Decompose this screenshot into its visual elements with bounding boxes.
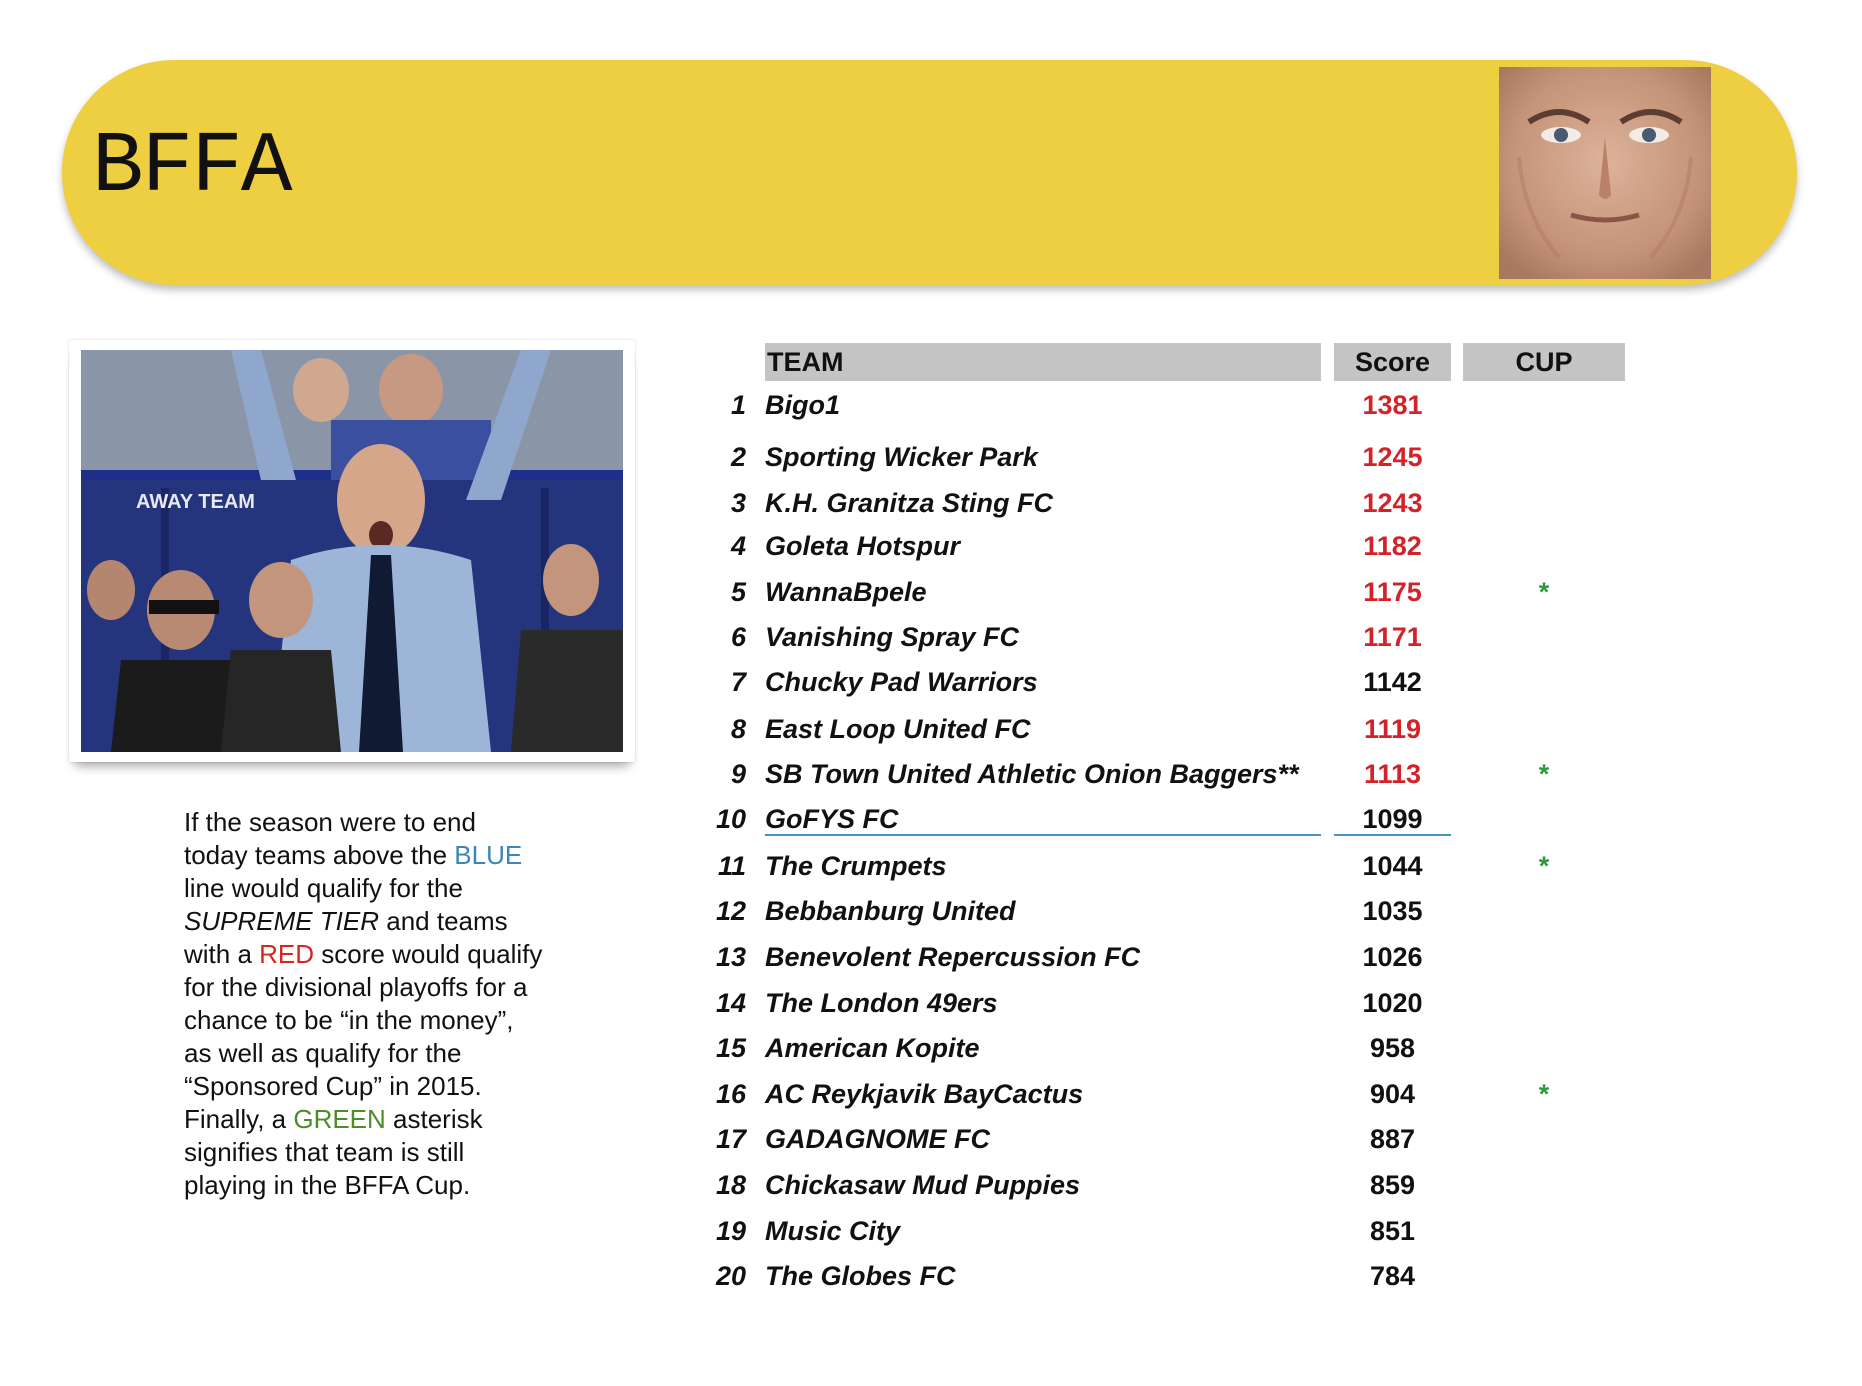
row-cup-asterisk: *: [1538, 851, 1550, 881]
table-row: [700, 483, 1660, 523]
row-rank: 3: [730, 488, 746, 518]
row-rank: 13: [715, 942, 746, 972]
caption-text: asterisk signifies that team is still playing in the BFFA Cup.: [184, 1104, 483, 1200]
row-score: 1245: [1362, 442, 1423, 472]
row-score: 1119: [1363, 714, 1422, 744]
row-rank: 1: [730, 390, 746, 420]
row-team-name: East Loop United FC: [765, 714, 1031, 744]
row-rank: 2: [730, 442, 746, 472]
column-header-team: [765, 343, 1321, 381]
row-score: 1099: [1362, 804, 1423, 834]
row-score: 784: [1369, 1261, 1416, 1291]
manager-portrait-image: [1499, 67, 1711, 279]
row-team-name: Chucky Pad Warriors: [765, 667, 1038, 697]
row-team-name: GADAGNOME FC: [765, 1124, 990, 1154]
table-row: [700, 709, 1660, 749]
caption-red-word: RED: [259, 939, 315, 969]
table-row: [700, 799, 1660, 839]
table-row: [700, 937, 1660, 977]
row-team-name: SB Town United Athletic Onion Baggers**: [765, 759, 1299, 789]
row-rank: 7: [730, 667, 746, 697]
table-row: [700, 662, 1660, 702]
table-row: [700, 1165, 1660, 1205]
row-rank: 16: [715, 1079, 746, 1109]
row-rank: 18: [715, 1170, 746, 1200]
row-rank: 14: [715, 988, 746, 1018]
row-rank: 19: [715, 1216, 746, 1246]
row-team-name: K.H. Granitza Sting FC: [765, 488, 1054, 518]
celebration-photo-frame: [69, 340, 635, 762]
caption-green-word: GREEN: [293, 1104, 386, 1134]
row-team-name: Bigo1: [765, 390, 841, 420]
table-row: [700, 983, 1660, 1023]
table-row: [700, 617, 1660, 657]
row-rank: 8: [730, 714, 746, 744]
row-rank: 6: [730, 622, 746, 652]
row-cup-asterisk: *: [1538, 1079, 1550, 1109]
page-title: BFFA: [92, 118, 291, 216]
away-team-sign: AWAY TEAM: [136, 491, 255, 513]
legend-caption: [184, 806, 544, 1202]
row-score: 851: [1369, 1216, 1416, 1246]
row-team-name: Goleta Hotspur: [765, 531, 961, 561]
row-score: 1381: [1362, 390, 1423, 420]
row-team-name: The London 49ers: [765, 988, 998, 1018]
table-row: [700, 526, 1660, 566]
column-header-team-label: TEAM: [767, 347, 844, 377]
row-score: 1035: [1362, 896, 1423, 926]
row-team-name: AC Reykjavik BayCactus: [765, 1079, 1084, 1109]
row-team-name: Sporting Wicker Park: [765, 442, 1038, 472]
face-illustration: [1499, 67, 1711, 279]
table-row: [700, 1211, 1660, 1251]
row-team-name: GoFYS FC: [765, 804, 899, 834]
row-cup-asterisk: *: [1538, 577, 1550, 607]
row-score: 1026: [1362, 942, 1423, 972]
qualify-line-team: [765, 834, 1321, 836]
table-row: [700, 891, 1660, 931]
row-score: 1142: [1363, 667, 1422, 697]
row-score: 958: [1369, 1033, 1416, 1063]
row-score: 859: [1369, 1170, 1416, 1200]
row-team-name: WannaBpele: [765, 577, 927, 607]
row-team-name: Benevolent Repercussion FC: [765, 942, 1141, 972]
row-cup-asterisk: *: [1538, 759, 1550, 789]
row-rank: 4: [730, 531, 746, 561]
row-rank: 15: [715, 1033, 746, 1063]
row-team-name: Vanishing Spray FC: [765, 622, 1020, 652]
column-header-cup: CUP: [1463, 343, 1625, 381]
table-row: [700, 846, 1660, 886]
row-rank: 12: [715, 896, 746, 926]
row-team-name: The Crumpets: [765, 851, 947, 881]
row-score: 1243: [1362, 488, 1423, 518]
caption-blue-word: BLUE: [454, 840, 523, 870]
row-score: 887: [1369, 1124, 1416, 1154]
row-score: 1113: [1363, 759, 1422, 789]
row-score: 1182: [1363, 531, 1422, 561]
table-row: [700, 1028, 1660, 1068]
celebration-photo: [81, 350, 623, 752]
caption-text: line would qualify for the: [184, 873, 463, 903]
row-rank: 9: [730, 759, 746, 789]
table-row: [700, 1074, 1660, 1114]
table-row: [700, 1119, 1660, 1159]
row-team-name: American Kopite: [765, 1033, 980, 1063]
table-row: [700, 572, 1660, 612]
caption-text: and teams with a: [184, 906, 508, 969]
row-rank: 20: [715, 1261, 746, 1291]
row-score: 904: [1369, 1079, 1416, 1109]
row-team-name: Chickasaw Mud Puppies: [765, 1170, 1081, 1200]
row-team-name: The Globes FC: [765, 1261, 956, 1291]
row-score: 1044: [1362, 851, 1423, 881]
row-rank: 5: [730, 577, 746, 607]
row-rank: 17: [715, 1124, 746, 1154]
row-score: 1171: [1363, 622, 1422, 652]
row-rank: 11: [717, 851, 746, 881]
row-score: 1175: [1363, 577, 1422, 607]
caption-tier: SUPREME TIER: [184, 906, 380, 936]
table-row: [700, 437, 1660, 477]
column-header-score: Score: [1334, 343, 1451, 381]
row-score: 1020: [1362, 988, 1423, 1018]
table-row: [700, 385, 1660, 425]
table-row: [700, 1256, 1660, 1296]
qualify-line-score: [1334, 834, 1451, 836]
caption-text: If the season were to end today teams above the: [184, 807, 476, 870]
row-rank: 10: [715, 804, 746, 834]
caption-text: score would qualify for the divisional playoffs for a chance to be “in the money”, as well as qualify for the “Sponsored Cup” in 2015. Finally, a: [184, 939, 543, 1134]
row-team-name: Bebbanburg United: [765, 896, 1016, 926]
table-row: [700, 754, 1660, 794]
row-team-name: Music City: [765, 1216, 901, 1246]
